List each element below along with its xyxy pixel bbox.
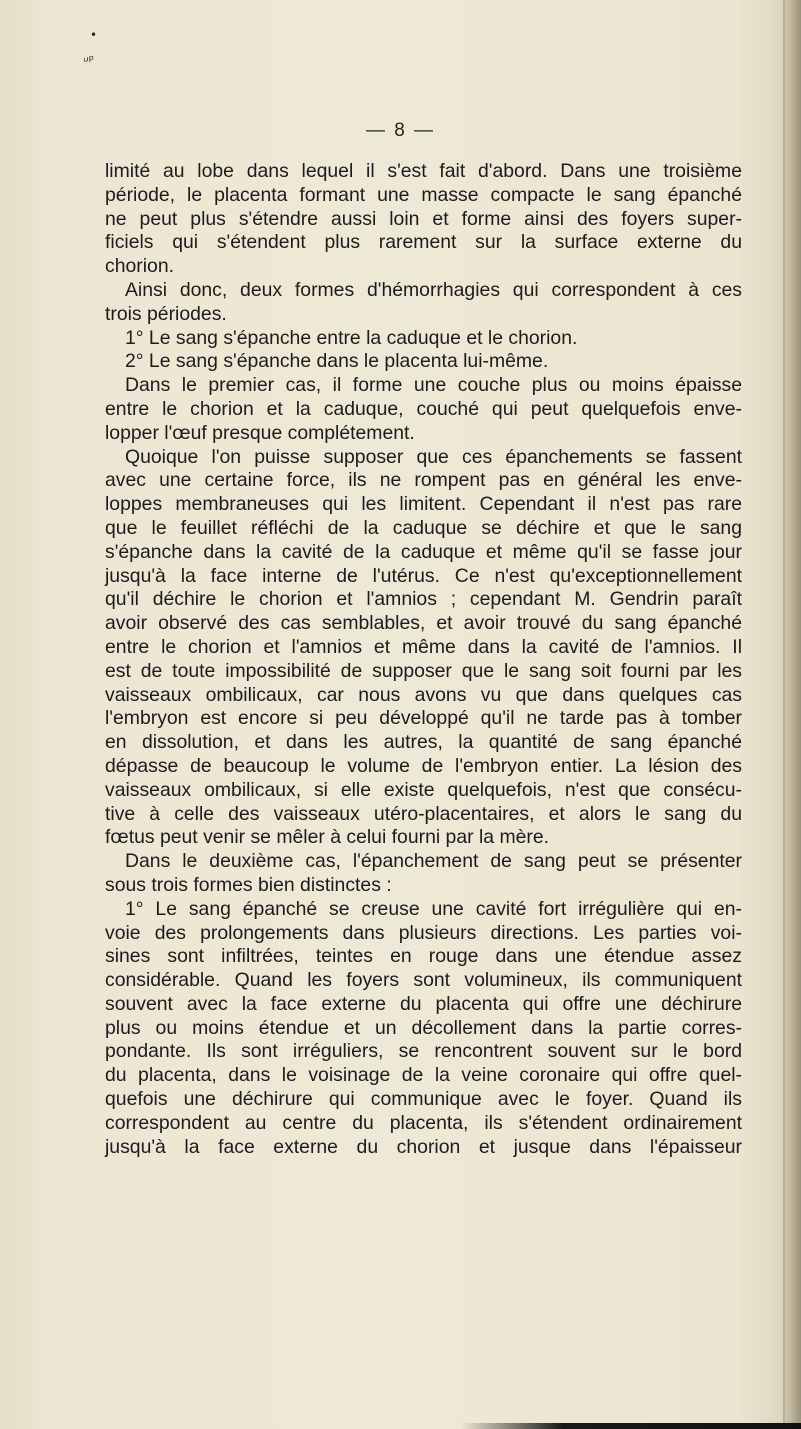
text-line: Dans le premier cas, il forme une couche plus ou moins épaisse xyxy=(125,374,742,397)
scan-border-bottom xyxy=(460,1423,801,1429)
text-line: avec une certaine force, ils ne rompent pas en général les enve- xyxy=(105,469,742,492)
text-line: sous trois formes bien distinctes : xyxy=(105,873,392,896)
text-line: quefois une déchirure qui communique avec le foyer. Quand ils xyxy=(105,1088,742,1111)
text-line: du placenta, dans le voisinage de la veine coronaire qui offre quel- xyxy=(105,1064,742,1087)
text-line: l'embryon est encore si peu développé qu'il ne tarde pas à tomber xyxy=(105,707,742,730)
text-line: en dissolution, et dans les autres, la quantité de sang épanché xyxy=(105,731,742,754)
text-line: vaisseaux ombilicaux, si elle existe quelquefois, n'est que consécu- xyxy=(105,778,742,801)
text-line: ficiels qui s'étendent plus rarement sur la surface externe du xyxy=(105,231,742,254)
text-line: voie des prolongements dans plusieurs directions. Les parties voi- xyxy=(105,921,742,944)
text-line: Quoique l'on puisse supposer que ces épanchements se fassent xyxy=(125,445,742,468)
text-line: 1° Le sang s'épanche entre la caduque et le chorion. xyxy=(125,326,578,349)
text-line: Ainsi donc, deux formes d'hémorrhagies qui correspondent à ces xyxy=(125,278,742,301)
text-line: qu'il déchire le chorion et l'amnios ; cependant M. Gendrin paraît xyxy=(105,588,742,611)
text-line: sines sont infiltrées, teintes en rouge dans une étendue assez xyxy=(105,945,742,968)
text-line: lopper l'œuf presque complétement. xyxy=(105,421,415,444)
text-line: trois périodes. xyxy=(105,302,227,325)
text-line: entre le chorion et l'amnios et même dans la cavité de l'amnios. Il xyxy=(105,635,742,658)
text-line: ne peut plus s'étendre aussi loin et forme ainsi des foyers super- xyxy=(105,207,742,230)
text-line: s'épanche dans la cavité de la caduque et même qu'il se fasse jour xyxy=(105,540,742,563)
page-edge-shadow xyxy=(785,0,801,1429)
text-line: limité au lobe dans lequel il s'est fait d'abord. Dans une troisième xyxy=(105,160,742,182)
text-line: est de toute impossibilité de supposer que le sang soit fourni par les xyxy=(105,659,742,682)
text-line: période, le placenta formant une masse compacte le sang épanché xyxy=(105,183,742,206)
text-line: jusqu'à la face externe du chorion et jusque dans l'épaisseur xyxy=(105,1135,742,1158)
text-line: 1° Le sang épanché se creuse une cavité fort irrégulière qui en- xyxy=(125,897,742,920)
text-line: souvent avec la face externe du placenta qui offre une déchirure xyxy=(105,992,742,1015)
text-line: chorion. xyxy=(105,255,174,278)
scan-mark-dot: • xyxy=(90,28,98,42)
text-line: pondante. Ils sont irréguliers, se rencontrent souvent sur le bord xyxy=(105,1040,742,1063)
text-line: avoir observé des cas semblables, et avoir trouvé du sang épanché xyxy=(105,612,742,635)
page-number: — 8 — xyxy=(365,120,436,141)
text-line: considérable. Quand les foyers sont volumineux, ils communiquent xyxy=(105,969,742,992)
text-line: tive à celle des vaisseaux utéro-placentaires, et alors le sang du xyxy=(105,802,742,825)
text-line: jusqu'à la face interne de l'utérus. Ce n'est qu'exceptionnellement xyxy=(105,564,742,587)
text-line: 2° Le sang s'épanche dans le placenta lui-même. xyxy=(125,350,549,373)
text-line: loppes membraneuses qui les limitent. Cependant il n'est pas rare xyxy=(105,493,742,516)
text-line: que le feuillet réfléchi de la caduque se déchire et que le sang xyxy=(105,516,742,539)
page-edge-line xyxy=(783,0,785,1429)
text-line: plus ou moins étendue et un décollement dans la partie corres- xyxy=(105,1016,742,1039)
text-line: fœtus peut venir se mêler à celui fourni par la mère. xyxy=(105,826,550,849)
scan-mark-corner: ᵘᵖ xyxy=(82,52,97,71)
body-text xyxy=(105,160,742,1159)
text-line: dépasse de beaucoup le volume de l'embryon entier. La lésion des xyxy=(105,754,742,777)
text-line: vaisseaux ombilicaux, car nous avons vu que dans quelques cas xyxy=(105,683,742,706)
text-line: correspondent au centre du placenta, ils s'étendent ordinairement xyxy=(105,1111,742,1134)
text-line: Dans le deuxième cas, l'épanchement de sang peut se présenter xyxy=(125,850,742,873)
text-line: entre le chorion et la caduque, couché qui peut quelquefois enve- xyxy=(105,397,742,420)
